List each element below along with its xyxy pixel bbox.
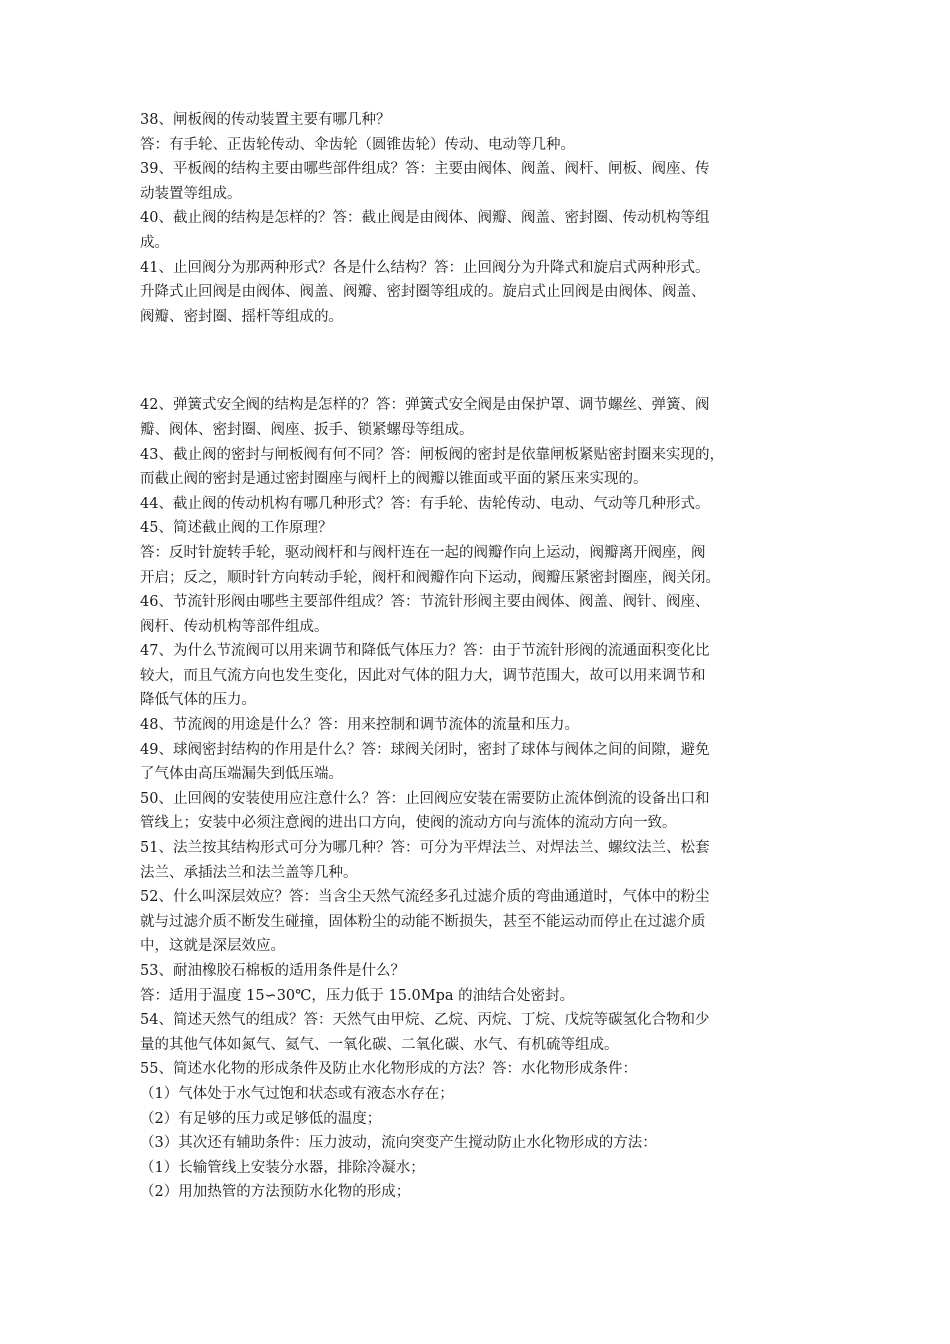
text-line: 管线上；安装中必须注意阀的进出口方向，使阀的流动方向与流体的流动方向一致。 xyxy=(140,815,677,832)
text-line: 较大，而且气流方向也发生变化，因此对气体的阻力大，调节范围大，故可以用来调节和 xyxy=(140,667,706,684)
text-line: 42、弹簧式安全阀的结构是怎样的？答：弹簧式安全阀是由保护罩、调节螺丝、弹簧、阀 xyxy=(140,397,710,414)
text-line: 48、节流阀的用途是什么？答：用来控制和调节流体的流量和压力。 xyxy=(140,717,579,734)
text-line: （1）长输管线上安装分水器，排除冷凝水； xyxy=(140,1159,425,1176)
text-line: 50、止回阀的安装使用应注意什么？答：止回阀应安装在需要防止流体倒流的设备出口和 xyxy=(140,790,710,807)
text-line: 升降式止回阀是由阀体、阀盖、阀瓣、密封圈等组成的。旋启式止回阀是由阀体、阀盖、 xyxy=(140,284,706,301)
text-line: 51、法兰按其结构形式可分为哪几种？答：可分为平焊法兰、对焊法兰、螺纹法兰、松套 xyxy=(140,840,710,857)
text-line: 降低气体的压力。 xyxy=(140,692,256,709)
text-line: 答：适用于温度 15∽30℃，压力低于 15.0Mpa 的油结合处密封。 xyxy=(140,987,575,1004)
text-line: 阀瓣、密封圈、摇杆等组成的。 xyxy=(140,308,343,325)
text-line: 答：有手轮、正齿轮传动、伞齿轮（圆锥齿轮）传动、电动等几种。 xyxy=(140,136,575,153)
text-block-q42-q55 xyxy=(140,393,812,1205)
document-page xyxy=(140,108,812,1205)
text-block-q38-q41 xyxy=(140,108,812,329)
text-line: 44、截止阀的传动机构有哪几种形式？答：有手轮、齿轮传动、电动、气动等几种形式。 xyxy=(140,495,710,512)
text-line: 52、什么叫深层效应？答：当含尘天然气流经多孔过滤介质的弯曲通道时，气体中的粉尘 xyxy=(140,889,710,906)
text-line: 开启；反之，顺时针方向转动手轮，阀杆和阀瓣作向下运动，阀瓣压紧密封圈座，阀关闭。 xyxy=(140,569,720,586)
text-line: 54、简述天然气的组成？答：天然气由甲烷、乙烷、丙烷、丁烷、戊烷等碳氢化合物和少 xyxy=(140,1012,710,1029)
text-line: 答：反时针旋转手轮，驱动阀杆和与阀杆连在一起的阀瓣作向上运动，阀瓣离开阀座，阀 xyxy=(140,544,706,561)
text-line: （2）有足够的压力或足够低的温度； xyxy=(140,1110,382,1127)
text-line: （3）其次还有辅助条件：压力波动，流向突变产生搅动防止水化物形成的方法： xyxy=(140,1135,657,1152)
text-line: 了气体由高压端漏失到低压端。 xyxy=(140,766,343,783)
text-line: 38、闸板阀的传动装置主要有哪几种？ xyxy=(140,112,391,128)
text-line: （2）用加热管的方法预防水化物的形成； xyxy=(140,1184,411,1201)
text-line: 43、截止阀的密封与闸板阀有何不同？答：闸板阀的密封是依靠闸板紧贴密封圈来实现的， xyxy=(140,446,724,463)
text-line: 瓣、阀体、密封圈、阀座、扳手、锁紧螺母等组成。 xyxy=(140,421,474,438)
text-line: 47、为什么节流阀可以用来调节和降低气体压力？答：由于节流针形阀的流通面积变化比 xyxy=(140,643,710,660)
text-line: 而截止阀的密封是通过密封圈座与阀杆上的阀瓣以锥面或平面的紧压来实现的。 xyxy=(140,471,648,488)
text-line: 成。 xyxy=(140,234,169,251)
text-line: 49、球阀密封结构的作用是什么？答：球阀关闭时，密封了球体与阀体之间的间隙，避免 xyxy=(140,741,710,758)
text-line: 就与过滤介质不断发生碰撞，固体粉尘的动能不断损失，甚至不能运动而停止在过滤介质 xyxy=(140,913,706,930)
text-line: 法兰、承插法兰和法兰盖等几种。 xyxy=(140,864,358,881)
text-line: 41、止回阀分为那两种形式？各是什么结构？答：止回阀分为升降式和旋启式两种形式。 xyxy=(140,259,710,276)
text-line: （1）气体处于水气过饱和状态或有液态水存在； xyxy=(140,1085,454,1102)
paragraph-gap xyxy=(140,329,812,393)
text-line: 阀杆、传动机构等部件组成。 xyxy=(140,618,329,635)
text-line: 动装置等组成。 xyxy=(140,185,242,202)
text-line: 45、简述截止阀的工作原理？ xyxy=(140,520,333,537)
text-line: 46、节流针形阀由哪些主要部件组成？答：节流针形阀主要由阀体、阀盖、阀针、阀座、 xyxy=(140,594,710,611)
text-line: 量的其他气体如氮气、氦气、一氧化碳、二氧化碳、水气、有机硫等组成。 xyxy=(140,1036,619,1053)
text-line: 39、平板阀的结构主要由哪些部件组成？答：主要由阀体、阀盖、阀杆、闸板、阀座、传 xyxy=(140,161,710,178)
text-line: 40、截止阀的结构是怎样的？答：截止阀是由阀体、阀瓣、阀盖、密封圈、传动机构等组 xyxy=(140,210,710,227)
text-line: 53、耐油橡胶石棉板的适用条件是什么？ xyxy=(140,963,405,979)
text-line: 中，这就是深层效应。 xyxy=(140,938,285,955)
text-line: 55、简述水化物的形成条件及防止水化物形成的方法？答：水化物形成条件： xyxy=(140,1061,637,1078)
